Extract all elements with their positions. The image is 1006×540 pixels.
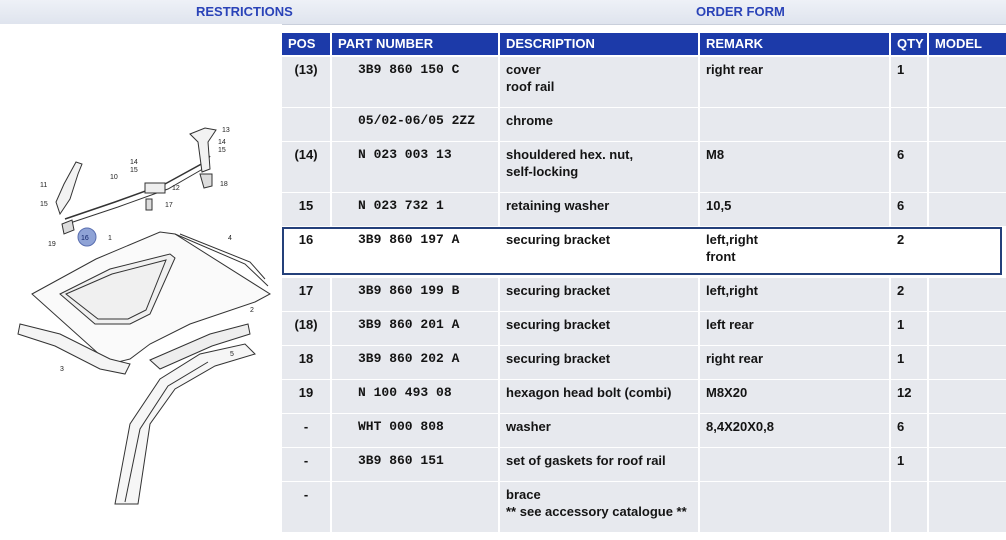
- cell-qty: 2: [891, 227, 927, 277]
- cell-desc-line2: ** see accessory catalogue **: [506, 504, 687, 519]
- cell-part: 3B9 860 201 A: [332, 312, 498, 345]
- cell-part: 3B9 860 197 A: [332, 227, 498, 277]
- table-row[interactable]: [282, 448, 1006, 481]
- cell-pos: (14): [282, 142, 330, 192]
- cell-desc: [500, 312, 698, 345]
- callout-11: 11: [40, 182, 48, 189]
- cell-pos: 19: [282, 380, 330, 413]
- cell-rem-line1: 10,5: [706, 198, 732, 213]
- table-row[interactable]: [282, 142, 1006, 192]
- cell-pos: 17: [282, 278, 330, 311]
- cell-model: [929, 380, 1006, 413]
- cell-desc-line1: securing bracket: [506, 351, 611, 366]
- callout-3: 3: [60, 366, 64, 373]
- cell-rem-line1: M8: [706, 147, 725, 162]
- cell-qty: 1: [891, 57, 927, 107]
- callout-1: 1: [108, 235, 112, 242]
- col-header-pos[interactable]: POS: [282, 33, 330, 55]
- cell-rem: [700, 414, 889, 447]
- cell-qty: [891, 108, 927, 141]
- cell-model: [929, 346, 1006, 379]
- callout-15: 15: [218, 147, 226, 154]
- cell-qty: 1: [891, 312, 927, 345]
- cell-desc-line2: self-locking: [506, 164, 579, 179]
- cell-qty: 1: [891, 346, 927, 379]
- parts-diagram-panel: [0, 24, 282, 540]
- cell-part: 3B9 860 150 C: [332, 57, 498, 107]
- cell-desc: [500, 380, 698, 413]
- callout-19: 19: [48, 241, 56, 248]
- cell-rem-line2: front: [706, 249, 736, 264]
- tab-order-form[interactable]: ORDER FORM: [696, 4, 785, 19]
- cell-rem: [700, 142, 889, 192]
- cell-model: [929, 278, 1006, 311]
- cell-desc: [500, 448, 698, 481]
- callout-5: 5: [230, 351, 234, 358]
- table-row[interactable]: [282, 312, 1006, 345]
- cell-part: 3B9 860 199 B: [332, 278, 498, 311]
- table-row[interactable]: [282, 193, 1006, 226]
- callout-4: 4: [228, 235, 232, 242]
- cell-part: 3B9 860 202 A: [332, 346, 498, 379]
- cell-desc: [500, 346, 698, 379]
- cell-rem: [700, 448, 889, 481]
- cell-desc: [500, 482, 698, 532]
- cell-pos: -: [282, 482, 330, 532]
- cell-desc-line1: securing bracket: [506, 232, 611, 247]
- cell-rem: [700, 380, 889, 413]
- cell-rem-line1: left,right: [706, 232, 758, 247]
- cell-model: [929, 227, 1006, 277]
- callout-16-highlight[interactable]: [78, 228, 96, 246]
- table-row[interactable]: [282, 482, 1006, 532]
- cell-desc-line1: set of gaskets for roof rail: [506, 453, 666, 468]
- cell-part: WHT 000 808: [332, 414, 498, 447]
- cell-rem-line1: 8,4X20X0,8: [706, 419, 774, 434]
- cell-rem-line1: left rear: [706, 317, 754, 332]
- cell-desc: [500, 227, 698, 277]
- cell-part: 05/02-06/05 2ZZ: [332, 108, 498, 141]
- cell-model: [929, 414, 1006, 447]
- cell-part: N 023 732 1: [332, 193, 498, 226]
- table-row[interactable]: [282, 380, 1006, 413]
- cell-desc-line2: roof rail: [506, 79, 555, 94]
- cell-qty: 12: [891, 380, 927, 413]
- cell-rem: [700, 278, 889, 311]
- cell-qty: 2: [891, 278, 927, 311]
- cell-desc-line1: brace: [506, 487, 541, 502]
- cell-model: [929, 448, 1006, 481]
- cell-model: [929, 142, 1006, 192]
- parts-diagram[interactable]: [0, 24, 282, 540]
- cell-desc: [500, 193, 698, 226]
- table-row[interactable]: [282, 278, 1006, 311]
- callout-15c: 15: [40, 201, 48, 208]
- cell-model: [929, 312, 1006, 345]
- cell-desc: [500, 414, 698, 447]
- cell-qty: 6: [891, 414, 927, 447]
- cell-part: [332, 482, 498, 532]
- cell-model: [929, 57, 1006, 107]
- cell-rem: [700, 57, 889, 107]
- cell-desc: [500, 278, 698, 311]
- col-header-part-number[interactable]: PART NUMBER: [332, 33, 498, 55]
- cell-rem: [700, 108, 889, 141]
- cell-rem-line1: right rear: [706, 62, 764, 77]
- table-row[interactable]: [282, 108, 1006, 141]
- cell-rem: [700, 482, 889, 532]
- cell-desc-line1: cover: [506, 62, 541, 77]
- cell-qty: [891, 482, 927, 532]
- cell-desc-line1: shouldered hex. nut,: [506, 147, 634, 162]
- callout-14b: 14: [130, 159, 138, 166]
- cell-pos: -: [282, 414, 330, 447]
- table-row[interactable]: [282, 346, 1006, 379]
- cell-rem: [700, 312, 889, 345]
- callout-15b: 15: [130, 167, 138, 174]
- callout-17: 17: [165, 202, 173, 209]
- table-row[interactable]: [282, 227, 1006, 277]
- cell-pos: 16: [282, 227, 330, 277]
- cell-desc-line1: securing bracket: [506, 317, 611, 332]
- cell-desc: [500, 57, 698, 107]
- cell-rem-line1: right rear: [706, 351, 764, 366]
- cell-desc-line1: retaining washer: [506, 198, 610, 213]
- top-tab-bar: [0, 0, 1006, 25]
- table-row[interactable]: [282, 57, 1006, 107]
- cell-pos: 15: [282, 193, 330, 226]
- callout-2: 2: [250, 307, 254, 314]
- cell-desc-line1: securing bracket: [506, 283, 611, 298]
- callout-12: 12: [172, 185, 180, 192]
- cell-pos: (13): [282, 57, 330, 107]
- cell-pos: [282, 108, 330, 141]
- col-header-qty[interactable]: QTY: [891, 33, 927, 55]
- callout-18: 18: [220, 181, 228, 188]
- cell-rem-line1: left,right: [706, 283, 758, 298]
- tab-restrictions[interactable]: RESTRICTIONS: [196, 4, 293, 19]
- cell-rem-line1: M8X20: [706, 385, 748, 400]
- cell-rem: [700, 227, 889, 277]
- cell-pos: -: [282, 448, 330, 481]
- col-header-remark[interactable]: REMARK: [700, 33, 889, 55]
- cell-part: 3B9 860 151: [332, 448, 498, 481]
- callout-10: 10: [110, 174, 118, 181]
- cell-part: N 023 003 13: [332, 142, 498, 192]
- cell-pos: 18: [282, 346, 330, 379]
- cell-rem: [700, 346, 889, 379]
- cell-model: [929, 193, 1006, 226]
- cell-pos: (18): [282, 312, 330, 345]
- cell-model: [929, 482, 1006, 532]
- svg-text:16: 16: [81, 235, 89, 242]
- callout-14: 14: [218, 139, 226, 146]
- col-header-description[interactable]: DESCRIPTION: [500, 33, 698, 55]
- cell-part: N 100 493 08: [332, 380, 498, 413]
- cell-model: [929, 108, 1006, 141]
- cell-desc-line1: chrome: [506, 113, 553, 128]
- callout-13: 13: [222, 127, 230, 134]
- cell-desc: [500, 142, 698, 192]
- col-header-model[interactable]: MODEL: [929, 33, 1006, 55]
- cell-desc-line1: hexagon head bolt (combi): [506, 385, 672, 400]
- cell-qty: 6: [891, 193, 927, 226]
- cell-qty: 1: [891, 448, 927, 481]
- cell-rem: [700, 193, 889, 226]
- cell-desc-line1: washer: [506, 419, 551, 434]
- cell-qty: 6: [891, 142, 927, 192]
- cell-desc: [500, 108, 698, 141]
- table-row[interactable]: [282, 414, 1006, 447]
